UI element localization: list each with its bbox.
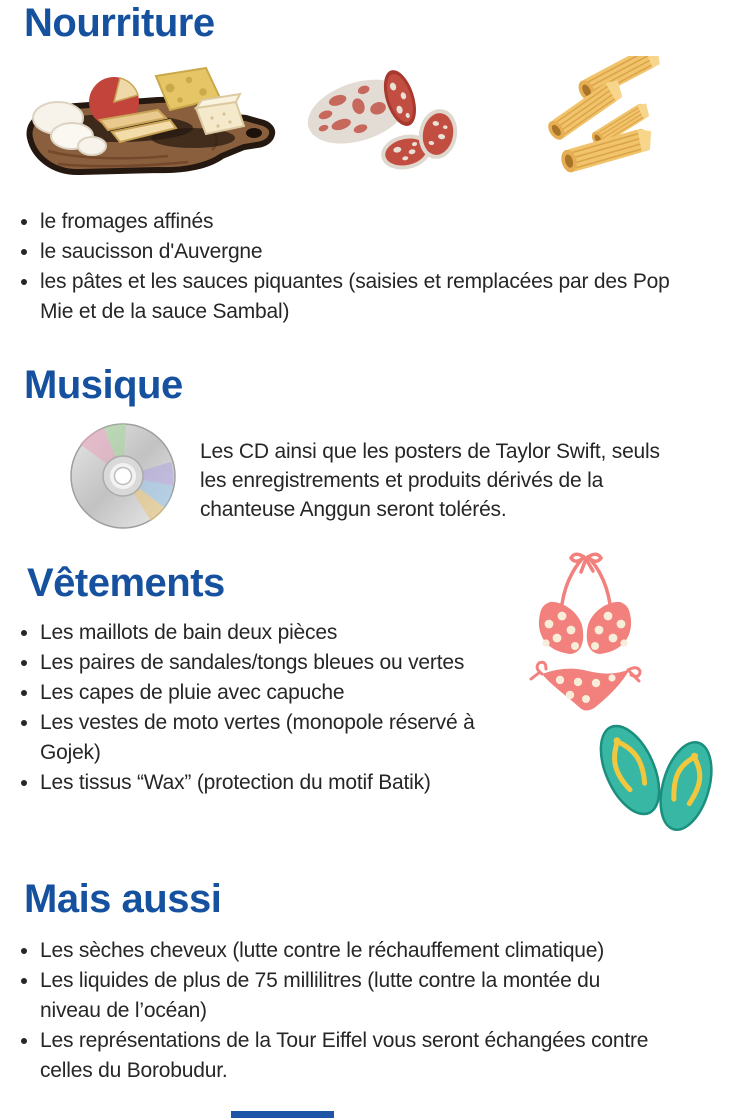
section-title-mais-aussi: Mais aussi xyxy=(24,877,222,921)
list-item: Les représentations de la Tour Eiffel vous seront échangées contre celles du Borobudur. xyxy=(16,1026,738,1086)
mais-aussi-list xyxy=(16,936,738,1086)
list-item: Les paires de sandales/tongs bleues ou vertes xyxy=(16,648,536,678)
bullet-icon xyxy=(21,630,27,636)
bullet-icon xyxy=(21,948,27,954)
list-item: les pâtes et les sauces piquantes (saisies et remplacées par des Pop Mie et de la sauce Sambal) xyxy=(16,267,731,327)
bullet-icon xyxy=(21,249,27,255)
section-title-musique: Musique xyxy=(24,363,183,407)
list-item: le saucisson d'Auvergne xyxy=(16,237,731,267)
list-item: Les vestes de moto vertes (monopole réservé à Gojek) xyxy=(16,708,536,768)
list-item: Les liquides de plus de 75 millilitres (lutte contre la montée du niveau de l’océan) xyxy=(16,966,738,1026)
cheese-board-image xyxy=(8,56,280,186)
nourriture-list xyxy=(16,207,731,327)
musique-paragraph: Les CD ainsi que les posters de Taylor Swift, seuls les enregistrements et produits dérivés de la chanteuse Anggun seront tolérés. xyxy=(200,440,660,521)
list-item: Les tissus “Wax” (protection du motif Batik) xyxy=(16,768,536,798)
list-item: le fromages affinés xyxy=(16,207,731,237)
list-item: Les sèches cheveux (lutte contre le réchauffement climatique) xyxy=(16,936,738,966)
bullet-icon xyxy=(21,720,27,726)
bullet-icon xyxy=(21,690,27,696)
cd-image xyxy=(68,420,178,532)
bullet-icon xyxy=(21,660,27,666)
vetements-list xyxy=(16,618,536,798)
bikini-image xyxy=(526,550,644,718)
section-title-nourriture: Nourriture xyxy=(24,1,215,45)
section-title-vetements: Vêtements xyxy=(27,561,225,605)
salami-image xyxy=(300,56,462,180)
bullet-icon xyxy=(21,978,27,984)
list-item: Les capes de pluie avec capuche xyxy=(16,678,536,708)
bullet-icon xyxy=(21,219,27,225)
penne-pasta-image xyxy=(540,56,692,176)
bottom-blue-bar xyxy=(231,1111,334,1118)
list-item: Les maillots de bain deux pièces xyxy=(16,618,536,648)
bullet-icon xyxy=(21,279,27,285)
flip-flops-image xyxy=(596,714,724,834)
bullet-icon xyxy=(21,780,27,786)
bullet-icon xyxy=(21,1038,27,1044)
